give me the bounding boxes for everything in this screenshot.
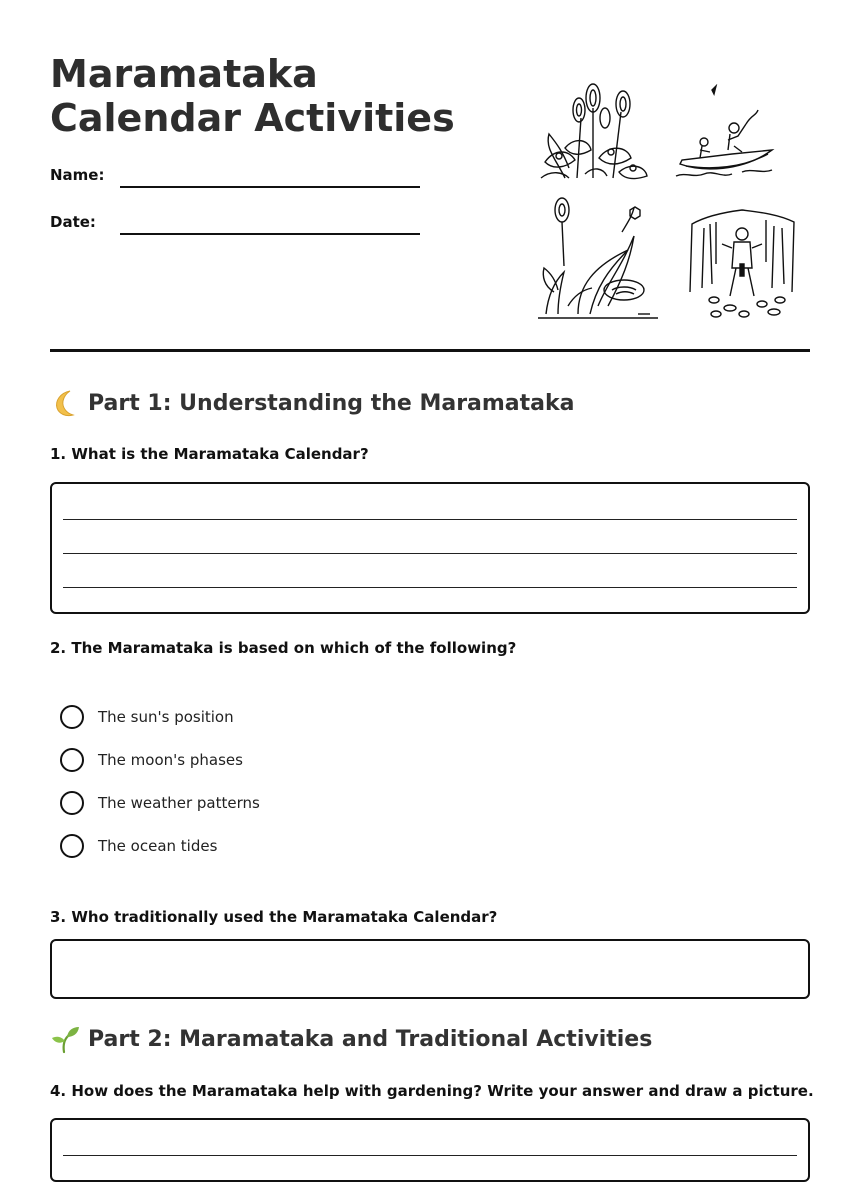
name-field[interactable] <box>120 186 420 188</box>
question-1-answer-box[interactable] <box>50 482 810 614</box>
question-3: 3. Who traditionally used the Maramataka Calendar? <box>50 908 498 926</box>
crescent-moon-icon <box>50 388 80 418</box>
option-suns-position[interactable] <box>60 705 234 729</box>
name-label: Name: <box>50 166 105 184</box>
writing-line <box>63 1155 797 1156</box>
page-title: Maramataka Calendar Activities <box>50 52 455 140</box>
option-weather-patterns[interactable] <box>60 791 260 815</box>
seedling-icon <box>50 1024 80 1054</box>
date-label: Date: <box>50 213 96 231</box>
option-label: The sun's position <box>98 708 234 726</box>
fisherman-canoe-icon <box>672 84 780 180</box>
date-field[interactable] <box>120 233 420 235</box>
option-label: The moon's phases <box>98 751 243 769</box>
header-divider <box>50 349 810 352</box>
part1-heading-text: Part 1: Understanding the Maramataka <box>88 390 575 416</box>
writing-line <box>63 587 797 588</box>
part2-heading <box>50 1024 652 1054</box>
forest-person-icon <box>686 204 798 322</box>
part1-heading <box>50 388 575 418</box>
question-4: 4. How does the Maramataka help with gardening? Write your answer and draw a picture. <box>50 1082 814 1100</box>
option-moons-phases[interactable] <box>60 748 243 772</box>
option-ocean-tides[interactable] <box>60 834 217 858</box>
option-label: The weather patterns <box>98 794 260 812</box>
writing-line <box>63 553 797 554</box>
question-4-answer-box[interactable] <box>50 1118 810 1182</box>
part2-heading-text: Part 2: Maramataka and Traditional Activities <box>88 1026 653 1052</box>
radio-circle[interactable] <box>60 705 84 729</box>
radio-circle[interactable] <box>60 834 84 858</box>
harakeke-plant-icon <box>538 196 658 320</box>
writing-line <box>63 519 797 520</box>
question-3-answer-box[interactable] <box>50 939 810 999</box>
flowering-plants-icon <box>535 78 653 182</box>
radio-circle[interactable] <box>60 791 84 815</box>
question-2: 2. The Maramataka is based on which of the following? <box>50 639 517 657</box>
radio-circle[interactable] <box>60 748 84 772</box>
question-1: 1. What is the Maramataka Calendar? <box>50 445 369 463</box>
option-label: The ocean tides <box>98 837 218 855</box>
